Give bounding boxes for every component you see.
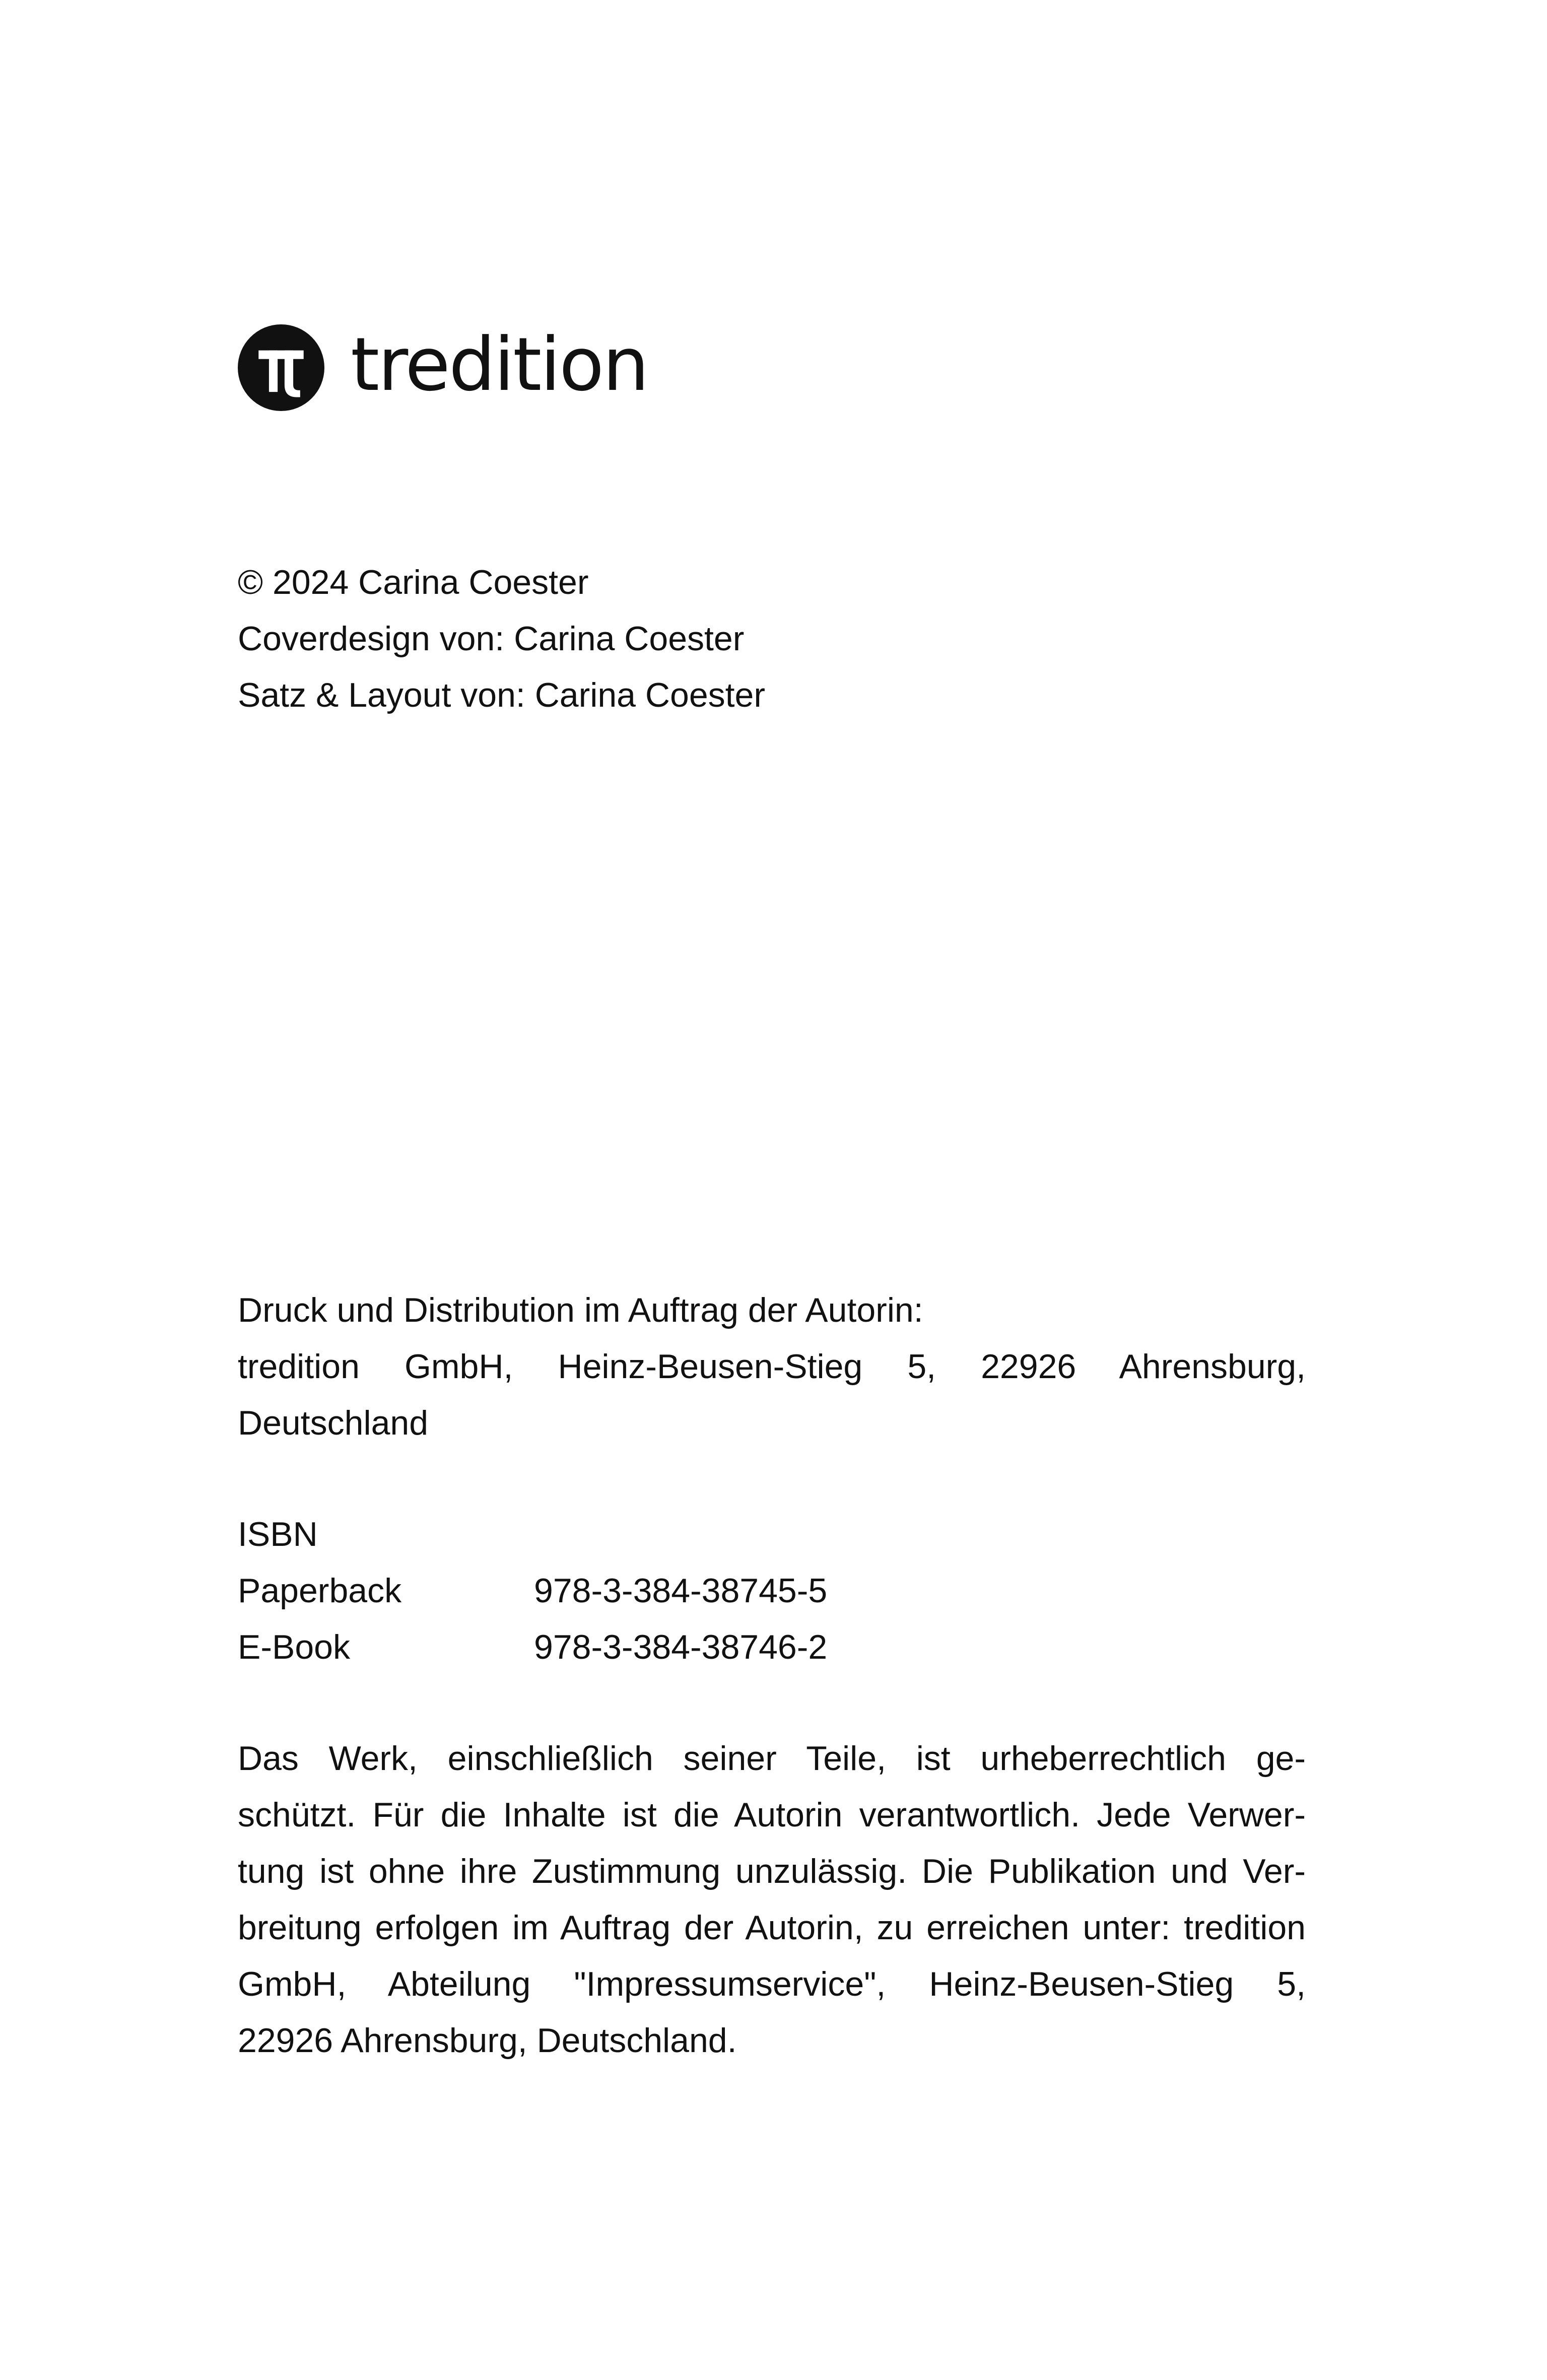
isbn-row-paperback [238,1562,1306,1619]
cover-design-line: Coverdesign von: Carina Coester [238,620,745,658]
legal-line: Das Werk, einschließlich seiner Teile, ist urheberrechtlich ge- [238,1739,1306,1778]
isbn-value: 978-3-384-38746-2 [534,1628,828,1666]
copyright-line: © 2024 Carina Coester [238,563,589,601]
distribution-address-line: tredition GmbH, Heinz-Beusen-Stieg 5, 22926 Ahrensburg, [238,1347,1306,1386]
legal-line: GmbH, Abteilung "Impressumservice", Heinz-Beusen-Stieg 5, [238,1965,1306,2003]
logo-wordmark: tredition [351,322,648,407]
distribution-heading: Druck und Distribution im Auftrag der Autorin: [238,1291,923,1329]
isbn-label: Paperback [238,1572,402,1610]
isbn-heading: ISBN [238,1515,318,1553]
legal-line: schützt. Für die Inhalte ist die Autorin verantwortlich. Jede Verwer- [238,1796,1306,1834]
legal-line: 22926 Ahrensburg, Deutschland. [238,2021,737,2060]
publisher-logo [238,322,648,413]
isbn-value: 978-3-384-38745-5 [534,1572,828,1610]
tredition-logo-icon [238,324,324,411]
legal-line: breitung erfolgen im Auftrag der Autorin, zu erreichen unter: tredition [238,1909,1306,1947]
layout-line: Satz & Layout von: Carina Coester [238,676,765,714]
legal-line: tung ist ohne ihre Zustimmung unzulässig. Die Publikation und Ver- [238,1852,1306,1890]
credits-block [238,554,1306,723]
isbn-row-ebook [238,1619,1306,1675]
distribution-block [238,1282,1306,1451]
isbn-block [238,1506,1306,1675]
isbn-label: E-Book [238,1628,350,1666]
distribution-country-line: Deutschland [238,1404,429,1442]
legal-notice [238,1730,1306,2069]
